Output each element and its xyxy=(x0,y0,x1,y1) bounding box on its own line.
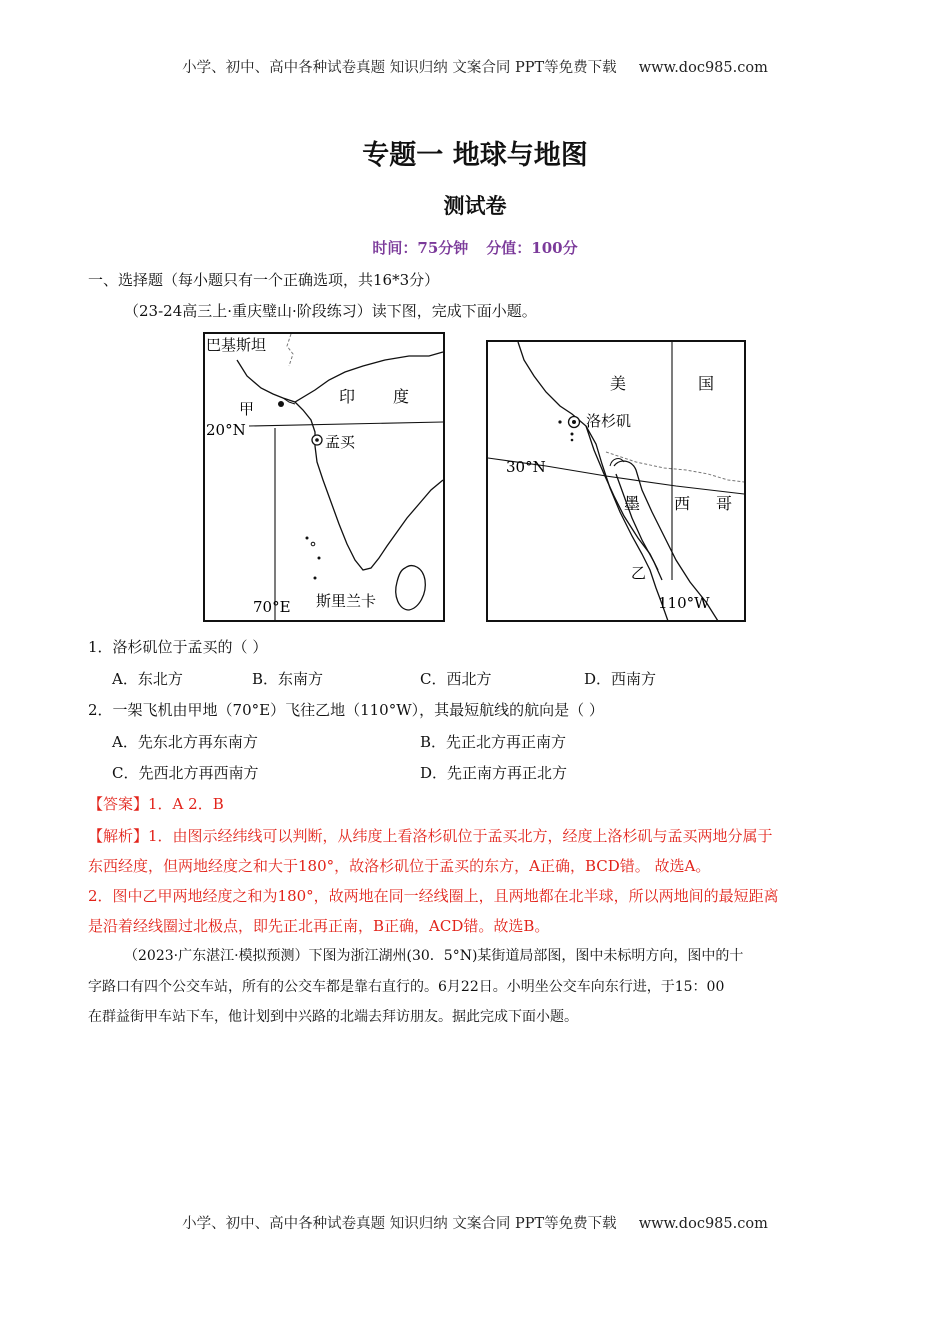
map-usa-mexico xyxy=(486,340,746,622)
intro-2-line-3: 在群益街甲车站下车，他计划到中兴路的北端去拜访朋友。据此完成下面小题。 xyxy=(88,1009,578,1025)
label-mexico-3: 哥 xyxy=(716,494,733,513)
island-dot xyxy=(306,537,309,540)
la-dot xyxy=(572,420,576,424)
exam-score: 分值：100分 xyxy=(486,239,578,257)
analysis-line-4: 是沿着经线圈过北极点，即先正北再正南，B正确，ACD错。故选B。 xyxy=(88,917,550,935)
label-mexico-2: 西 xyxy=(674,494,691,513)
island-dot xyxy=(314,577,317,580)
q1-option-a: A．东北方 xyxy=(112,670,183,688)
question-2-stem: 2．一架飞机由甲地（70°E）飞往乙地（110°W），其最短航线的航向是（ ） xyxy=(88,701,604,719)
island-dot xyxy=(311,542,315,546)
footer-site[interactable]: www.doc985.com xyxy=(638,1216,768,1232)
label-los-angeles: 洛杉矶 xyxy=(586,412,632,430)
label-lat-20n: 20°N xyxy=(206,421,246,439)
q2-option-d: D．先正南方再正北方 xyxy=(420,764,568,782)
q1-option-b: B．东南方 xyxy=(252,670,324,688)
label-yi: 乙 xyxy=(631,564,647,582)
label-lon-110w: 110°W xyxy=(658,594,710,612)
island-dot xyxy=(571,433,574,436)
label-india-2: 度 xyxy=(393,387,410,406)
q2-option-a: A．先东北方再东南方 xyxy=(112,733,258,751)
page-title: 专题一 地球与地图 xyxy=(362,140,588,171)
map-india xyxy=(203,332,445,622)
exam-info xyxy=(0,237,950,258)
label-india-1: 印 xyxy=(339,387,356,406)
header-text: 小学、初中、高中各种试卷真题 知识归纳 文案合同 PPT等免费下载 xyxy=(182,60,617,76)
island-dot xyxy=(558,420,561,423)
header-site[interactable]: www.doc985.com xyxy=(638,60,768,76)
page-subtitle: 测试卷 xyxy=(443,194,507,218)
page-header xyxy=(0,56,950,77)
label-lat-30n: 30°N xyxy=(506,458,546,476)
label-usa-1: 美 xyxy=(610,374,627,393)
label-usa-2: 国 xyxy=(698,374,715,393)
q2-option-b: B．先正北方再正南方 xyxy=(420,733,567,751)
label-jia: 甲 xyxy=(239,400,255,418)
label-mumbai: 孟买 xyxy=(325,433,356,451)
analysis-line-3: 2．图中乙甲两地经度之和为180°，故两地在同一经线圈上，且两地都在北半球，所以两地间的最短距离 xyxy=(88,887,779,905)
q1-option-c: C．西北方 xyxy=(420,670,492,688)
intro-2-line-2: 字路口有四个公交车站，所有的公交车都是靠右直行的。6月22日。小明坐公交车向东行进，于15：00 xyxy=(88,979,725,995)
exam-time: 时间：75分钟 xyxy=(372,239,469,257)
mumbai-dot xyxy=(315,438,319,442)
q1-option-d: D．西南方 xyxy=(584,670,657,688)
page-footer xyxy=(0,1212,950,1233)
question-1-stem: 1．洛杉矶位于孟买的（ ） xyxy=(88,638,268,656)
label-lon-70e: 70°E xyxy=(253,598,291,616)
analysis-line-1: 【解析】1．由图示经纬线可以判断，从纬度上看洛杉矶位于孟买北方，经度上洛杉矶与孟买两地分属于 xyxy=(88,827,773,845)
island-dot xyxy=(571,439,574,442)
analysis-line-2: 东西经度，但两地经度之和大于180°，故洛杉矶位于孟买的东方，A正确，BCD错。 故选A。 xyxy=(88,857,711,875)
label-srilanka: 斯里兰卡 xyxy=(316,592,377,610)
answer-line: 【答案】1．A 2．B xyxy=(88,795,224,813)
section-heading: 一、选择题（每小题只有一个正确选项，共16*3分） xyxy=(88,271,440,289)
label-pakistan: 巴基斯坦 xyxy=(206,336,267,354)
island-dot xyxy=(318,557,321,560)
question-group-intro: （23-24高三上·重庆璧山·阶段练习）读下图，完成下面小题。 xyxy=(124,302,537,320)
label-mexico-1: 墨 xyxy=(624,494,641,513)
intro-2-line-1: （2023·广东湛江·模拟预测）下图为浙江湖州(30．5°N)某街道局部图，图中未标明方向，图中的十 xyxy=(124,948,744,964)
jia-point xyxy=(278,401,284,407)
q2-option-c: C．先西北方再西南方 xyxy=(112,764,259,782)
footer-text: 小学、初中、高中各种试卷真题 知识归纳 文案合同 PPT等免费下载 xyxy=(182,1216,617,1232)
